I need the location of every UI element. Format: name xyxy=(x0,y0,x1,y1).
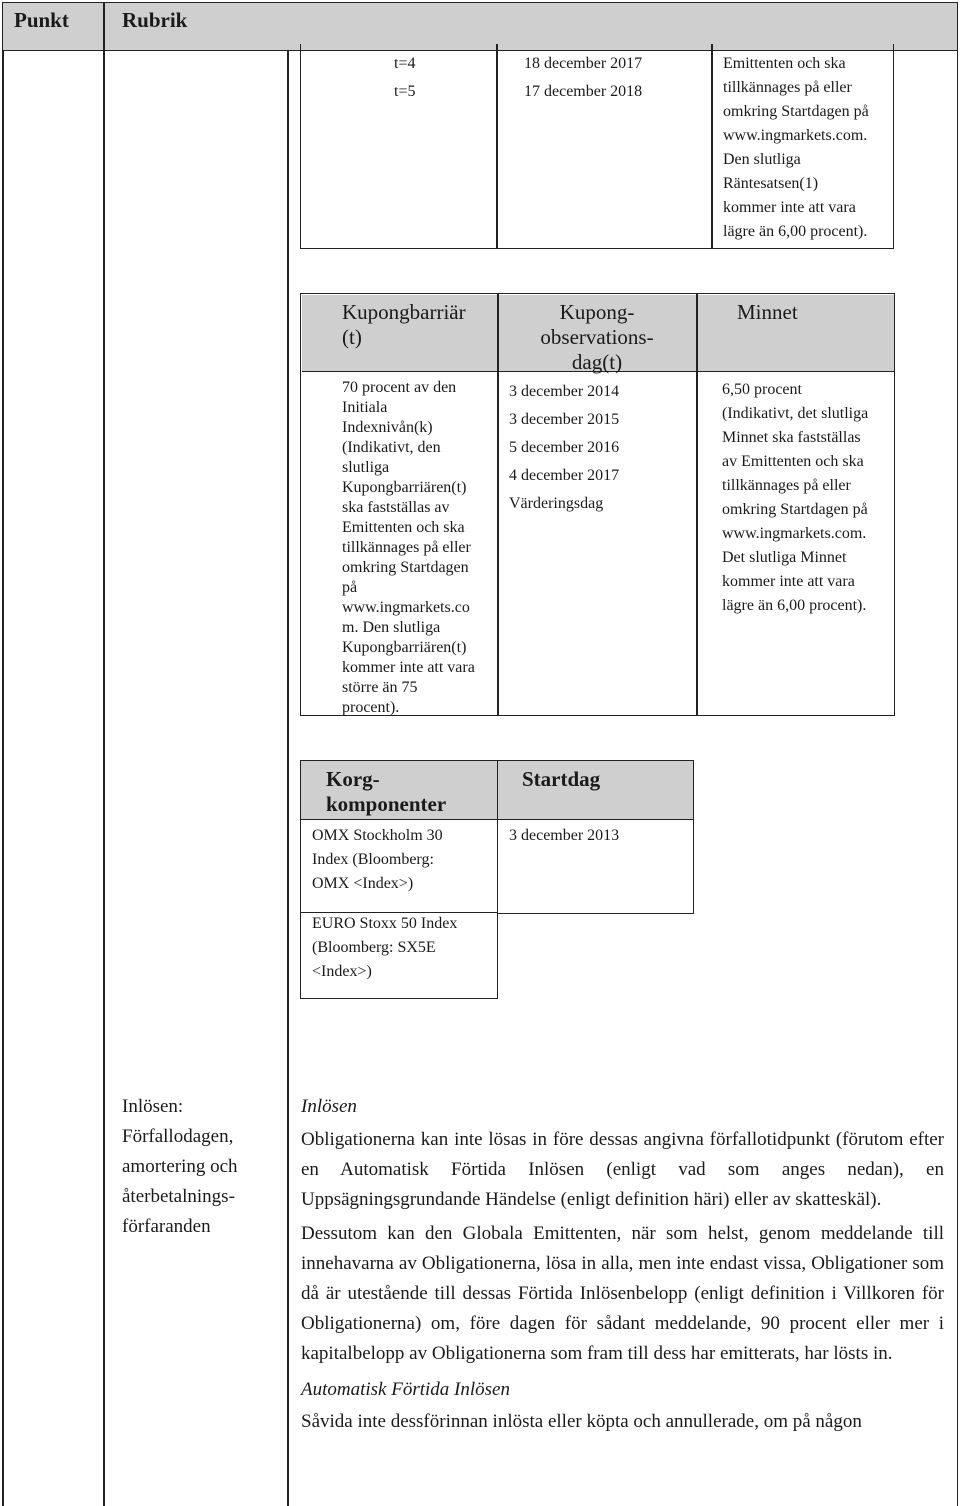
top-table-divider-1 xyxy=(496,44,498,249)
redemption-paragraph-1: Obligationerna kan inte lösas in före dessas angivna förfallotidpunkt (förutom efter en Automatisk Förtida Inlösen (enligt vad som anges nedan), en Uppsägningsgrundande Händelse (enligt definition häri) eller av skatteskäl). xyxy=(301,1129,944,1210)
header-divider xyxy=(103,2,105,51)
header-startdag: Startdag xyxy=(522,767,601,791)
coupon-divider-2 xyxy=(696,293,698,716)
header-kupongbarriar: Kupongbarriär (t) xyxy=(342,300,466,349)
observation-dates: 3 december 2014 3 december 2015 5 december 2016 4 december 2017 Värderingsdag xyxy=(509,383,620,512)
header-korgkomponenter: Korg- komponenter xyxy=(326,767,447,816)
header-minnet: Minnet xyxy=(737,300,798,324)
automatic-early-redemption-heading: Automatisk Förtida Inlösen xyxy=(301,1379,510,1400)
redemption-paragraph-2: Dessutom kan den Globala Emittenten, när som helst, genom meddelande till innehavarna av Obligationerna, lösa in alla, men inte endast vissa, Obligationer som då är utestående till dessas Förtida Inlösenbelopp (enligt definition i Villkoren för Obligationerna) om, före dagen för sådant meddelande, 90 procent eller mer i kapitalbelopp av Obligationerna som fram till dess har emitterats, har lösts in. xyxy=(301,1223,944,1364)
basket-component-omx: OMX Stockholm 30 Index (Bloomberg: OMX <Index>) xyxy=(312,827,443,892)
basket-component-euro: EURO Stoxx 50 Index (Bloomberg: SX5E <Index>) xyxy=(312,915,458,980)
column-divider-1 xyxy=(103,51,105,1506)
redemption-paragraph-3: Såvida inte dessförinnan inlösta eller köpta och annullerade, om på någon xyxy=(301,1411,862,1432)
header-punkt: Punkt xyxy=(14,8,69,32)
t-label: t=5 xyxy=(394,83,416,100)
t-label: t=4 xyxy=(394,55,416,72)
top-table-note: Emittenten och ska tillkännages på eller omkring Startdagen på www.ingmarkets.com. Den slutliga Räntesatsen(1) kommer inte att vara lägre än 6,00 procent). xyxy=(723,55,869,240)
redemption-content xyxy=(301,1092,944,1437)
memory-text: 6,50 procent (Indikativt, det slutliga Minnet ska fastställas av Emittenten och ska tillkännages på eller omkring Startdagen på www.ingmarkets.com. Det slutliga Minnet kommer inte att vara lägre än 6,00 procent). xyxy=(722,381,869,614)
redemption-heading: Inlösen xyxy=(301,1096,357,1117)
header-observationsdag: Kupong- observations- dag(t) xyxy=(540,300,654,374)
page-border-right xyxy=(957,51,959,1506)
top-table-divider-2 xyxy=(711,44,713,249)
t-date: 18 december 2017 xyxy=(524,55,643,72)
page-border-left xyxy=(2,51,4,1506)
column-divider-2 xyxy=(287,51,289,1506)
basket-start-date: 3 december 2013 xyxy=(509,827,620,844)
t-date: 17 december 2018 xyxy=(524,83,643,100)
redemption-label: Inlösen: Förfallodagen, amortering och återbetalnings- förfaranden xyxy=(122,1096,238,1237)
header-rubrik: Rubrik xyxy=(122,8,188,32)
barrier-text: 70 procent av den Initiala Indexnivån(k) (Indikativt, den slutliga Kupongbarriären(t) ska fastställas av Emittenten och ska tillkännages på eller omkring Startdagen på www.ingmarkets.co m. Den slutliga Kupongbarriären(t) kommer inte att vara större än 75 procent). xyxy=(342,379,475,716)
